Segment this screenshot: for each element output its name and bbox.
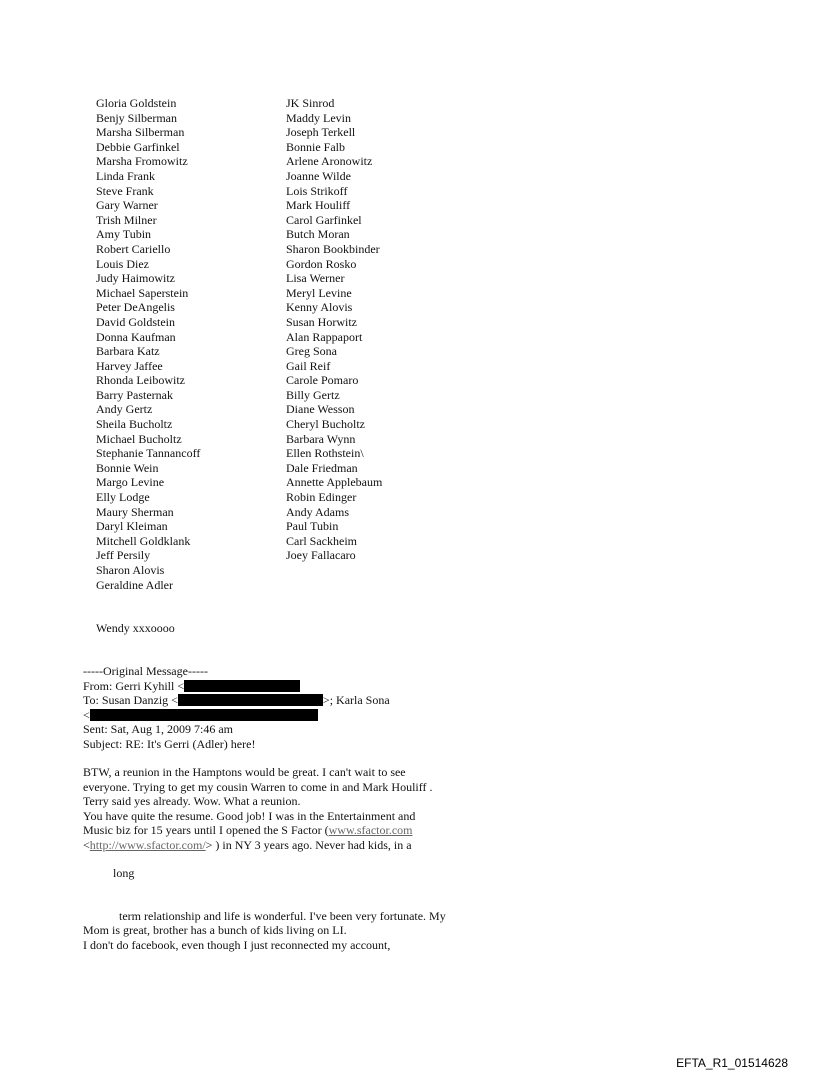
name-entry: Mark Houliff xyxy=(286,198,351,213)
name-entry: JK Sinrod xyxy=(286,96,335,110)
name-entry: Annette Applebaum xyxy=(286,475,383,490)
name-entry: Lois Strikoff xyxy=(286,183,348,198)
name-entry: Maddy Levin xyxy=(286,110,351,125)
name-entry: Susan Horwitz xyxy=(286,314,357,329)
name-entry: Geraldine Adler xyxy=(96,577,173,592)
name-entry: Bonnie Falb xyxy=(286,139,345,154)
name-entry: Marsha Fromowitz xyxy=(96,154,188,169)
name-entry: Barry Pasternak xyxy=(96,387,173,402)
name-entry: Meryl Levine xyxy=(286,285,352,300)
name-entry: Dale Friedman xyxy=(286,460,358,475)
name-entry: Steve Frank xyxy=(96,183,154,198)
name-entry: Andy Adams xyxy=(286,504,349,519)
name-entry: Michael Saperstein xyxy=(96,285,189,300)
sfactor-url-link[interactable]: http://www.sfactor.com/ xyxy=(89,837,206,852)
email-cc-open: < xyxy=(83,707,90,722)
name-entry: Amy Tubin xyxy=(96,227,152,242)
email-to-rest: >; Karla Sona xyxy=(322,693,390,707)
name-entry: Donna Kaufman xyxy=(96,329,176,344)
name-entry: Diane Wesson xyxy=(286,402,355,417)
name-entry: Robert Cariello xyxy=(96,241,171,256)
body-line: everyone. Trying to get my cousin Warren to come in and Mark Houliff . xyxy=(83,779,433,794)
name-entry: Barbara Wynn xyxy=(286,431,356,446)
body-text: Music biz for 15 years until I opened the S Factor ( xyxy=(83,823,329,837)
email-subject: Subject: RE: It's Gerri (Adler) here! xyxy=(83,736,256,751)
email-cc xyxy=(83,708,503,723)
email-to xyxy=(83,693,503,708)
name-entry: Joanne Wilde xyxy=(286,168,351,183)
name-entry: Paul Tubin xyxy=(286,519,339,534)
name-entry: Mitchell Goldklank xyxy=(96,533,191,548)
body-line: Mom is great, brother has a bunch of kids living on LI. xyxy=(83,923,347,937)
name-entry: Carl Sackheim xyxy=(286,533,357,548)
name-entry: Billy Gertz xyxy=(286,387,340,402)
name-entry: Barbara Katz xyxy=(96,344,160,359)
name-entry: David Goldstein xyxy=(96,314,175,329)
name-entry: Harvey Jaffee xyxy=(96,358,163,373)
signature: Wendy xxxoooo xyxy=(96,621,175,635)
body-line xyxy=(83,838,503,853)
body-line: BTW, a reunion in the Hamptons would be great. I can't wait to see xyxy=(83,765,406,779)
name-entry: Linda Frank xyxy=(96,168,155,183)
name-entry: Debbie Garfinkel xyxy=(96,139,180,154)
original-message-header: -----Original Message----- xyxy=(83,664,208,678)
email-from xyxy=(83,679,503,694)
email-from-text: From: Gerri Kyhill < xyxy=(83,678,185,693)
name-entry: Rhonda Leibowitz xyxy=(96,373,185,388)
name-entry: Greg Sona xyxy=(286,344,337,359)
body-line xyxy=(83,823,503,838)
body-text: < xyxy=(83,837,90,852)
right-names-column xyxy=(286,96,382,563)
body-line: I don't do facebook, even though I just reconnected my account, xyxy=(83,937,391,952)
name-entry: Michael Bucholtz xyxy=(96,431,182,446)
name-entry: Arlene Aronowitz xyxy=(286,154,373,169)
name-entry: Jeff Persily xyxy=(96,548,151,563)
name-entry: Alan Rappaport xyxy=(286,329,363,344)
name-entry: Ellen Rothstein\ xyxy=(286,446,364,461)
name-entry: Daryl Kleiman xyxy=(96,519,168,534)
name-entry: Kenny Alovis xyxy=(286,300,353,315)
name-entry: Joey Fallacaro xyxy=(286,548,356,563)
name-entry: Carole Pomaro xyxy=(286,373,359,388)
name-entry: Robin Edinger xyxy=(286,490,357,505)
name-entry: Margo Levine xyxy=(96,475,165,490)
name-entry: Sheila Bucholtz xyxy=(96,417,173,432)
redaction-block xyxy=(184,680,300,692)
name-entry: Louis Diez xyxy=(96,256,149,271)
name-entry: Butch Moran xyxy=(286,227,350,242)
body-line: Terry said yes already. Wow. What a reunion. xyxy=(83,794,301,808)
body-text: > ) in NY 3 years ago. Never had kids, in a xyxy=(205,837,412,852)
name-entry: Sharon Alovis xyxy=(96,563,165,577)
name-entry: Judy Haimowitz xyxy=(96,271,175,286)
name-entry: Joseph Terkell xyxy=(286,125,356,140)
name-entry: Gary Warner xyxy=(96,198,158,213)
email-sent: Sent: Sat, Aug 1, 2009 7:46 am xyxy=(83,722,233,736)
redaction-block xyxy=(90,709,318,721)
name-entry: Gloria Goldstein xyxy=(96,96,177,110)
name-entry: Bonnie Wein xyxy=(96,460,159,475)
name-entry: Stephanie Tannancoff xyxy=(96,446,201,461)
name-entry: Trish Milner xyxy=(96,212,157,227)
name-entry: Maury Sherman xyxy=(96,504,174,519)
name-entry: Marsha Silberman xyxy=(96,125,185,140)
name-entry: Benjy Silberman xyxy=(96,110,177,125)
name-entry: Gordon Rosko xyxy=(286,256,357,271)
original-email xyxy=(83,664,503,952)
left-names-column xyxy=(96,96,200,592)
redaction-block xyxy=(178,694,323,706)
name-entry: Cheryl Bucholtz xyxy=(286,417,365,432)
sfactor-link[interactable]: www.sfactor.com xyxy=(328,823,413,837)
body-line: You have quite the resume. Good job! I was in the Entertainment and xyxy=(83,808,416,823)
name-entry: Andy Gertz xyxy=(96,402,153,417)
name-entry: Carol Garfinkel xyxy=(286,212,362,227)
name-entry: Peter DeAngelis xyxy=(96,300,175,315)
name-entry: Gail Reif xyxy=(286,358,331,373)
document-id: EFTA_R1_01514628 xyxy=(676,1056,788,1070)
name-entry: Elly Lodge xyxy=(96,490,150,505)
body-line: term relationship and life is wonderful. I've been very fortunate. My xyxy=(119,908,446,923)
name-entry: Lisa Werner xyxy=(286,271,345,286)
email-to-text: To: Susan Danzig < xyxy=(83,693,178,707)
body-line: long xyxy=(113,866,135,880)
name-entry: Sharon Bookbinder xyxy=(286,241,380,256)
